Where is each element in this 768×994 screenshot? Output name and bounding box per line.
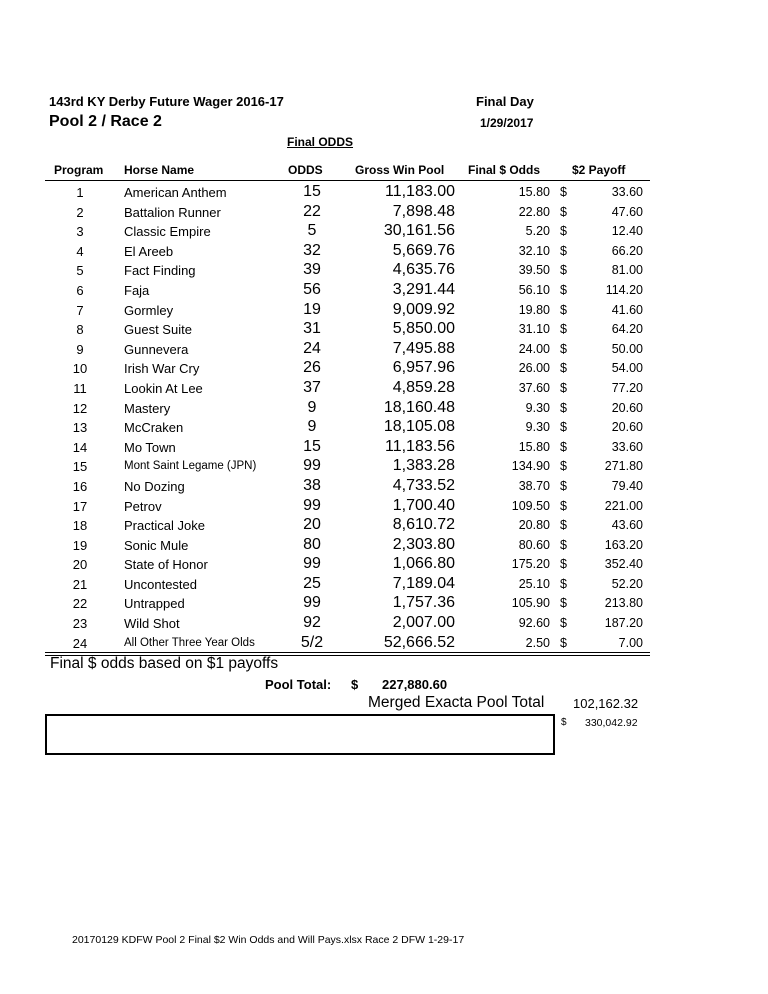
horse-name-cell: Fact Finding: [124, 263, 196, 279]
odds-cell: 99: [303, 594, 321, 612]
program-cell: 21: [72, 576, 88, 592]
odds-cell: 15: [303, 437, 321, 455]
final-odds-cell: 9.30: [525, 420, 550, 435]
currency-cell: $: [560, 635, 567, 650]
final-odds-cell: 22.80: [518, 204, 550, 219]
odds-cell: 31: [303, 320, 321, 338]
gross-win-pool-cell: 30,161.56: [383, 222, 455, 240]
payoff-cell: 221.00: [604, 498, 643, 513]
payoff-cell: 352.40: [604, 557, 643, 572]
currency-cell: $: [560, 537, 567, 552]
gross-win-pool-cell: 5,850.00: [392, 320, 455, 338]
final-odds-cell: 9.30: [525, 400, 550, 415]
pool-total-label: Pool Total:: [265, 677, 332, 692]
odds-cell: 15: [303, 183, 321, 200]
payoff-cell: 33.60: [611, 185, 643, 199]
currency-cell: $: [560, 185, 567, 199]
program-cell: 2: [76, 204, 84, 220]
gross-win-pool-cell: 11,183.56: [385, 437, 455, 455]
odds-cell: 99: [303, 555, 321, 573]
program-cell: 12: [72, 400, 88, 416]
program-cell: 4: [76, 243, 84, 259]
payoff-cell: 41.60: [611, 302, 643, 317]
odds-cell: 37: [303, 378, 321, 396]
currency-cell: $: [560, 322, 567, 337]
report-title: 143rd KY Derby Future Wager 2016-17: [49, 94, 284, 109]
table-row: [0, 301, 768, 321]
gross-win-pool-cell: 18,160.48: [383, 398, 455, 416]
payoff-cell: 64.20: [611, 322, 643, 337]
gross-win-pool-cell: 2,303.80: [392, 535, 455, 553]
gross-win-pool-cell: 7,189.04: [392, 574, 455, 592]
gross-win-pool-cell: 9,009.92: [392, 300, 455, 318]
payoff-cell: 7.00: [618, 635, 643, 650]
payoff-cell: 77.20: [611, 380, 643, 395]
odds-cell: 92: [303, 614, 321, 632]
grand-total-value: 330,042.92: [585, 717, 638, 729]
final-odds-cell: 20.80: [518, 518, 550, 533]
final-odds-cell: 56.10: [518, 282, 550, 297]
payoff-cell: 114.20: [605, 282, 643, 297]
header-divider: [45, 180, 650, 181]
gross-win-pool-cell: 1,757.36: [392, 594, 455, 612]
payoff-cell: 52.20: [611, 576, 643, 591]
table-row: [0, 594, 768, 614]
program-cell: 18: [72, 518, 88, 534]
horse-name-cell: McCraken: [124, 420, 184, 436]
gross-win-pool-cell: 5,669.76: [392, 241, 455, 259]
odds-cell: 22: [303, 202, 321, 220]
odds-cell: 99: [303, 496, 321, 514]
horse-name-cell: Guest Suite: [124, 322, 192, 338]
col-header-gross-win-pool: Gross Win Pool: [355, 163, 445, 177]
final-odds-cell: 32.10: [518, 243, 550, 258]
table-row: [0, 634, 768, 654]
gross-win-pool-cell: 11,183.00: [385, 183, 455, 200]
final-odds-cell: 26.00: [518, 361, 550, 376]
gross-win-pool-cell: 3,291.44: [392, 280, 455, 298]
final-odds-cell: 5.20: [525, 224, 550, 239]
table-row: [0, 183, 768, 203]
final-odds-cell: 19.80: [518, 302, 550, 317]
final-odds-cell: 109.50: [511, 498, 550, 513]
final-odds-cell: 37.60: [518, 380, 550, 395]
program-cell: 6: [76, 282, 84, 298]
table-row: [0, 438, 768, 458]
final-odds-cell: 92.60: [518, 616, 550, 631]
currency-cell: $: [560, 616, 567, 631]
currency-cell: $: [560, 596, 567, 611]
gross-win-pool-cell: 1,066.80: [392, 555, 455, 573]
program-cell: 9: [76, 341, 84, 357]
pool-total-value: 227,880.60: [382, 677, 448, 692]
currency-cell: $: [560, 282, 567, 297]
table-row: [0, 222, 768, 242]
currency-cell: $: [560, 518, 567, 533]
col-header-horse: Horse Name: [124, 163, 195, 177]
currency-cell: $: [560, 498, 567, 513]
payoff-cell: 213.80: [604, 596, 643, 611]
program-cell: 10: [72, 361, 88, 377]
program-cell: 13: [72, 420, 88, 436]
program-cell: 16: [72, 478, 88, 494]
table-row: [0, 281, 768, 301]
payoff-cell: 54.00: [611, 361, 643, 376]
program-cell: 22: [72, 596, 88, 612]
odds-cell: 38: [303, 476, 321, 494]
pool-total-currency: $: [351, 677, 359, 692]
program-cell: 17: [72, 498, 88, 514]
gross-win-pool-cell: 7,898.48: [392, 202, 455, 220]
currency-cell: $: [560, 224, 567, 239]
currency-cell: $: [560, 439, 567, 454]
horse-name-cell: Sonic Mule: [124, 537, 189, 553]
table-row: [0, 516, 768, 536]
payoff-cell: 33.60: [611, 439, 643, 454]
program-cell: 3: [76, 224, 84, 240]
gross-win-pool-cell: 4,859.28: [392, 378, 455, 396]
horse-name-cell: Classic Empire: [124, 224, 211, 240]
payoff-cell: 43.60: [611, 518, 643, 533]
program-cell: 15: [72, 459, 88, 475]
horse-name-cell: Mastery: [124, 400, 171, 416]
table-row: [0, 477, 768, 497]
horse-name-cell: All Other Three Year Olds: [124, 636, 255, 649]
final-odds-cell: 15.80: [518, 439, 550, 454]
odds-cell: 26: [303, 359, 321, 377]
table-row: [0, 203, 768, 223]
table-row: [0, 379, 768, 399]
table-row: [0, 399, 768, 419]
horse-name-cell: Mo Town: [124, 439, 176, 455]
pool-race-title: Pool 2 / Race 2: [49, 113, 162, 130]
horse-name-cell: Faja: [124, 282, 150, 298]
currency-cell: $: [560, 361, 567, 376]
odds-cell: 99: [303, 457, 321, 475]
gross-win-pool-cell: 4,635.76: [392, 261, 455, 279]
horse-name-cell: Gunnevera: [124, 341, 189, 357]
table-row: [0, 320, 768, 340]
table-row: [0, 261, 768, 281]
odds-cell: 9: [307, 418, 317, 436]
payoff-cell: 163.20: [604, 537, 643, 552]
blank-bordered-box: [45, 714, 555, 755]
payoff-cell: 20.60: [611, 420, 643, 435]
payoff-cell: 271.80: [604, 459, 643, 474]
horse-name-cell: Mont Saint Legame (JPN): [124, 460, 257, 473]
payoff-cell: 12.40: [611, 224, 643, 239]
program-cell: 24: [72, 635, 88, 651]
horse-name-cell: No Dozing: [124, 478, 185, 494]
currency-cell: $: [560, 302, 567, 317]
currency-cell: $: [560, 576, 567, 591]
col-header-program: Program: [54, 163, 104, 177]
final-odds-cell: 80.60: [518, 537, 550, 552]
odds-cell: 24: [303, 339, 321, 357]
gross-win-pool-cell: 7,495.88: [392, 339, 455, 357]
horse-name-cell: Irish War Cry: [124, 361, 200, 377]
payoff-cell: 81.00: [611, 263, 643, 278]
program-cell: 14: [72, 439, 88, 455]
table-row: [0, 575, 768, 595]
final-odds-cell: 38.70: [518, 478, 550, 493]
gross-win-pool-cell: 1,700.40: [392, 496, 455, 514]
currency-cell: $: [560, 263, 567, 278]
horse-name-cell: American Anthem: [124, 185, 227, 200]
currency-cell: $: [560, 459, 567, 474]
odds-cell: 5/2: [300, 633, 324, 651]
grand-total-currency: $: [561, 717, 567, 728]
payoff-cell: 20.60: [611, 400, 643, 415]
payoff-cell: 66.20: [611, 243, 643, 258]
table-row: [0, 418, 768, 438]
gross-win-pool-cell: 18,105.08: [383, 418, 455, 436]
table-row: [0, 536, 768, 556]
odds-table-body: [0, 183, 768, 653]
payoff-cell: 50.00: [611, 341, 643, 356]
horse-name-cell: Wild Shot: [124, 616, 180, 632]
final-odds-cell: 175.20: [511, 557, 550, 572]
odds-cell: 80: [303, 535, 321, 553]
gross-win-pool-cell: 4,733.52: [392, 476, 455, 494]
program-cell: 23: [72, 616, 88, 632]
horse-name-cell: State of Honor: [124, 557, 208, 573]
footer-filename: 20170129 KDFW Pool 2 Final $2 Win Odds and Will Pays.xlsx Race 2 DFW 1-29-17: [72, 934, 465, 946]
odds-cell: 20: [303, 516, 321, 534]
final-odds-cell: 134.90: [511, 459, 550, 474]
odds-cell: 19: [303, 300, 321, 318]
odds-note: Final $ odds based on $1 payoffs: [50, 655, 279, 672]
final-odds-cell: 2.50: [525, 635, 550, 650]
gross-win-pool-cell: 1,383.28: [392, 457, 455, 475]
final-odds-cell: 25.10: [518, 576, 550, 591]
table-row: [0, 497, 768, 517]
payoff-cell: 79.40: [611, 478, 643, 493]
final-odds-cell: 105.90: [511, 596, 550, 611]
final-odds-cell: 39.50: [518, 263, 550, 278]
currency-cell: $: [560, 243, 567, 258]
table-row: [0, 359, 768, 379]
program-cell: 11: [73, 380, 87, 396]
currency-cell: $: [560, 420, 567, 435]
payoff-cell: 187.20: [604, 616, 643, 631]
col-header-odds: ODDS: [288, 163, 323, 177]
currency-cell: $: [560, 557, 567, 572]
horse-name-cell: Petrov: [124, 498, 162, 514]
odds-cell: 56: [303, 280, 321, 298]
odds-cell: 39: [303, 261, 321, 279]
odds-cell: 9: [307, 398, 317, 416]
horse-name-cell: Practical Joke: [124, 518, 205, 534]
final-odds-label: Final ODDS: [287, 135, 354, 149]
final-odds-cell: 15.80: [518, 185, 550, 199]
currency-cell: $: [560, 204, 567, 219]
currency-cell: $: [560, 380, 567, 395]
gross-win-pool-cell: 2,007.00: [392, 614, 455, 632]
report-date: 1/29/2017: [480, 116, 534, 130]
exacta-pool-value: 102,162.32: [573, 696, 639, 711]
odds-cell: 25: [303, 574, 321, 592]
table-row: [0, 555, 768, 575]
horse-name-cell: El Areeb: [124, 243, 174, 259]
table-row: [0, 242, 768, 262]
horse-name-cell: Uncontested: [124, 576, 197, 592]
horse-name-cell: Untrapped: [124, 596, 185, 612]
program-cell: 5: [76, 263, 84, 279]
col-header-payoff: $2 Payoff: [572, 163, 626, 177]
horse-name-cell: Gormley: [124, 302, 174, 318]
table-row: [0, 457, 768, 477]
exacta-pool-label: Merged Exacta Pool Total: [368, 694, 545, 711]
final-odds-cell: 24.00: [518, 341, 550, 356]
program-cell: 7: [76, 302, 84, 318]
program-cell: 20: [72, 557, 88, 573]
day-label: Final Day: [476, 94, 534, 109]
currency-cell: $: [560, 400, 567, 415]
gross-win-pool-cell: 8,610.72: [392, 516, 455, 534]
table-row: [0, 614, 768, 634]
horse-name-cell: Lookin At Lee: [124, 380, 203, 396]
program-cell: 19: [72, 537, 88, 553]
odds-cell: 5: [307, 222, 317, 240]
col-header-final-odds: Final $ Odds: [468, 163, 541, 177]
table-row: [0, 340, 768, 360]
horse-name-cell: Battalion Runner: [124, 204, 221, 220]
final-odds-cell: 31.10: [518, 322, 550, 337]
odds-cell: 32: [303, 241, 321, 259]
program-cell: 8: [76, 322, 84, 338]
gross-win-pool-cell: 52,666.52: [383, 633, 455, 651]
currency-cell: $: [560, 478, 567, 493]
currency-cell: $: [560, 341, 567, 356]
payoff-cell: 47.60: [611, 204, 643, 219]
program-cell: 1: [76, 185, 84, 200]
gross-win-pool-cell: 6,957.96: [392, 359, 455, 377]
